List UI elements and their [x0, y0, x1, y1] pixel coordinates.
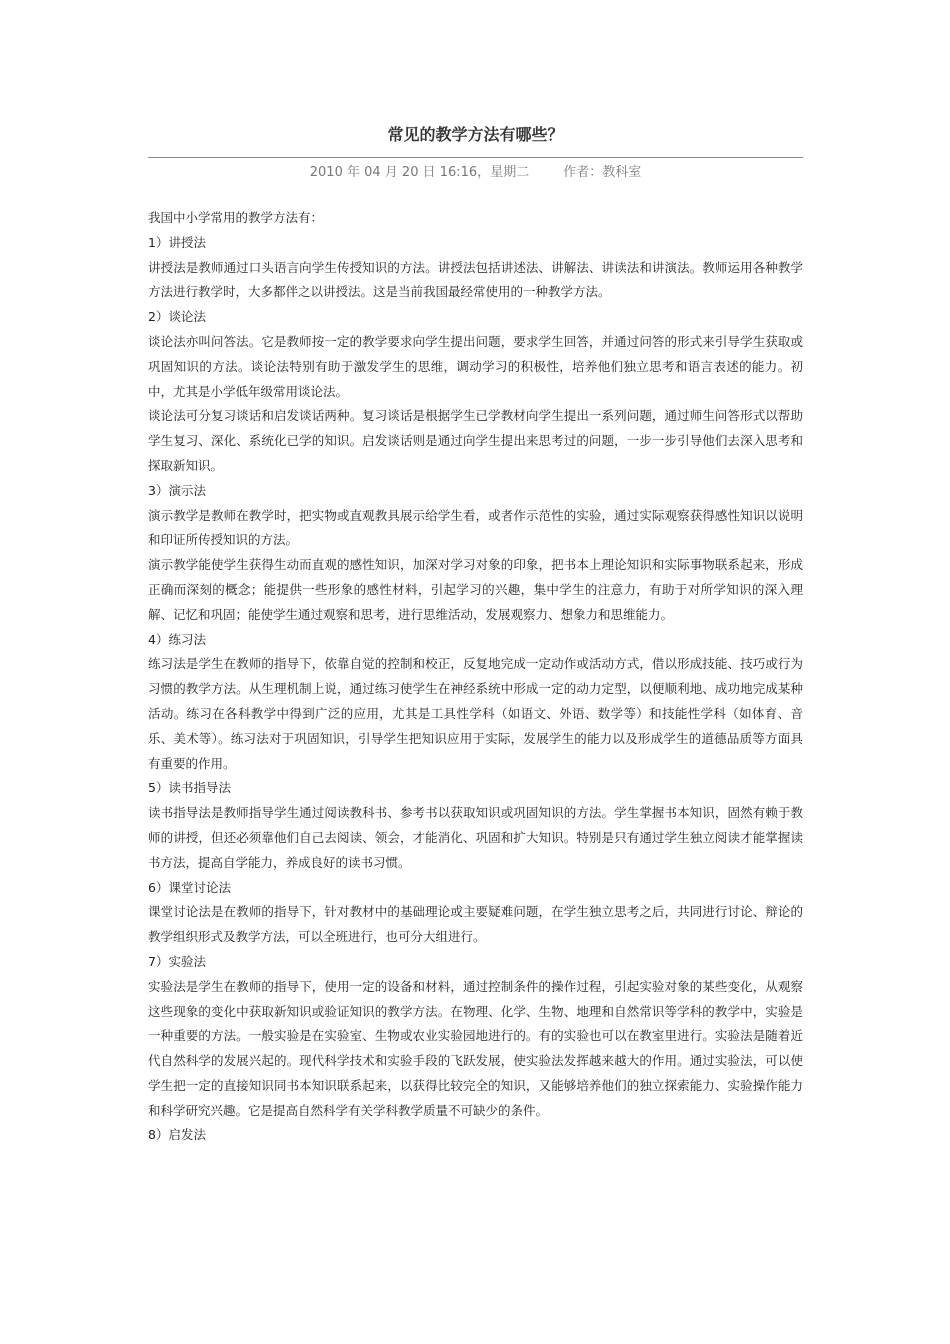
article-title: 常见的教学方法有哪些？: [387, 125, 564, 144]
section-heading: 5）读书指导法: [148, 780, 231, 796]
article-meta: [148, 162, 803, 184]
publish-date: 2010 年 04 月 20 日 16:16，星期二: [309, 165, 530, 180]
body-paragraph: 演示教学能使学生获得生动而直观的感性知识，加深对学习对象的印象，把书本上理论知识和实际事物联系起来，形成正确而深刻的概念；能提供一些形象的感性材料，引起学习的兴趣，集中学生的注意力，有助于对所学知识的深入理解、记忆和巩固；能使学生通过观察和思考，进行思维活动，发展观察力、想象力和思维能力。: [148, 557, 803, 622]
body-paragraph: 课堂讨论法是在教师的指导下，针对教材中的基础理论或主要疑难问题，在学生独立思考之后，共同进行讨论、辩论的教学组织形式及教学方法，可以全班进行，也可分大组进行。: [148, 904, 803, 945]
author-label: 作者：教科室: [563, 165, 642, 180]
section-heading: 4）练习法: [148, 631, 206, 647]
body-paragraph: 读书指导法是教师指导学生通过阅读教科书、参考书以获取知识或巩固知识的方法。学生掌握书本知识，固然有赖于教师的讲授，但还必须靠他们自己去阅读、领会，才能消化、巩固和扩大知识。特别是只有通过学生独立阅读才能掌握读书方法，提高自学能力，养成良好的读书习惯。: [148, 805, 803, 870]
section-heading: 3）演示法: [148, 482, 206, 498]
section-heading: 6）课堂讨论法: [148, 879, 231, 895]
body-paragraph: 谈论法亦叫问答法。它是教师按一定的教学要求向学生提出问题，要求学生回答，并通过问答的形式来引导学生获取或巩固知识的方法。谈论法特别有助于激发学生的思维，调动学习的积极性，培养他们独立思考和语言表述的能力。初中，尤其是小学低年级常用谈论法。: [148, 333, 803, 399]
body-paragraph: 实验法是学生在教师的指导下，使用一定的设备和材料，通过控制条件的操作过程，引起实验对象的某些变化，从观察这些现象的变化中获取新知识或验证知识的教学方法。在物理、化学、生物、地理和自然常识等学科的教学中，实验是一种重要的方法。一般实验是在实验室、生物或农业实验园地进行的。有的实验也可以在教室里进行。实验法是随着近代自然科学的发展兴起的。现代科学技术和实验手段的飞跃发展，使实验法发挥越来越大的作用。通过实验法，可以使学生把一定的直接知识同书本知识联系起来，以获得比较完全的知识，又能够培养他们的独立探索能力、实验操作能力和科学研究兴趣。它是提高自然科学有关学科教学质量不可缺少的条件。: [148, 978, 803, 1118]
article-body: [148, 206, 803, 1148]
body-paragraph: 演示教学是教师在教学时，把实物或直观教具展示给学生看，或者作示范性的实验，通过实际观察获得感性知识以说明和印证所传授知识的方法。: [148, 507, 803, 548]
article-page: [148, 122, 803, 1148]
section-heading: 1）讲授法: [148, 234, 206, 250]
section-heading: 7）实验法: [148, 953, 206, 969]
body-paragraph: 练习法是学生在教师的指导下，依靠自觉的控制和校正，反复地完成一定动作或活动方式，借以形成技能、技巧或行为习惯的教学方法。从生理机制上说，通过练习使学生在神经系统中形成一定的动力定型，以便顺利地、成功地完成某种活动。练习在各科教学中得到广泛的应用，尤其是工具性学科（如语文、外语、数学等）和技能性学科（如体育、音乐、美术等）。练习法对于巩固知识，引导学生把知识应用于实际，发展学生的能力以及形成学生的道德品质等方面具有重要的作用。: [148, 656, 803, 771]
body-paragraph: 谈论法可分复习谈话和启发谈话两种。复习谈话是根据学生已学教材向学生提出一系列问题，通过师生问答形式以帮助学生复习、深化、系统化已学的知识。启发谈话则是通过向学生提出来思考过的问题，一步一步引导他们去深入思考和探取新知识。: [148, 408, 803, 473]
body-paragraph: 讲授法是教师通过口头语言向学生传授知识的方法。讲授法包括讲述法、讲解法、讲读法和讲演法。教师运用各种教学方法进行教学时，大多都伴之以讲授法。这是当前我国最经常使用的一种教学方法。: [148, 259, 803, 300]
body-paragraph: 我国中小学常用的教学方法有：: [148, 210, 324, 225]
section-heading: 2）谈论法: [148, 309, 206, 325]
section-heading: 8）启发法: [148, 1127, 206, 1143]
title-divider: [148, 157, 803, 158]
